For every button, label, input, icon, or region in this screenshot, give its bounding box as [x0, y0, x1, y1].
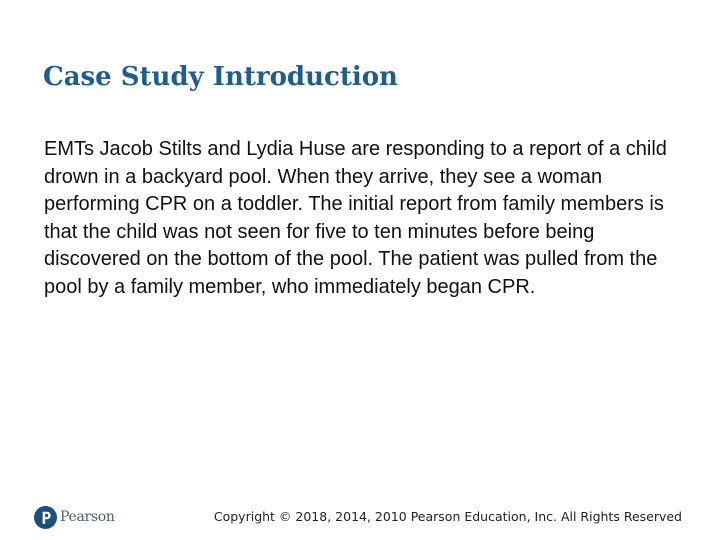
pearson-wordmark: Pearson	[60, 509, 115, 525]
copyright-footer: Copyright © 2018, 2014, 2010 Pearson Education, Inc. All Rights Reserved	[213, 509, 682, 524]
pearson-logo	[34, 505, 115, 529]
case-study-paragraph: EMTs Jacob Stilts and Lydia Huse are responding to a report of a child drown in a backyard pool. When they arrive, they see a woman performing CPR on a toddler. The initial report from family members is that the child was not seen for five to ten minutes before being discovered on the bottom of the pool. The patient was pulled from the pool by a family member, who immediately began CPR.	[44, 138, 667, 298]
slide-title: Case Study Introduction	[43, 62, 398, 92]
pearson-p-icon	[34, 506, 57, 529]
